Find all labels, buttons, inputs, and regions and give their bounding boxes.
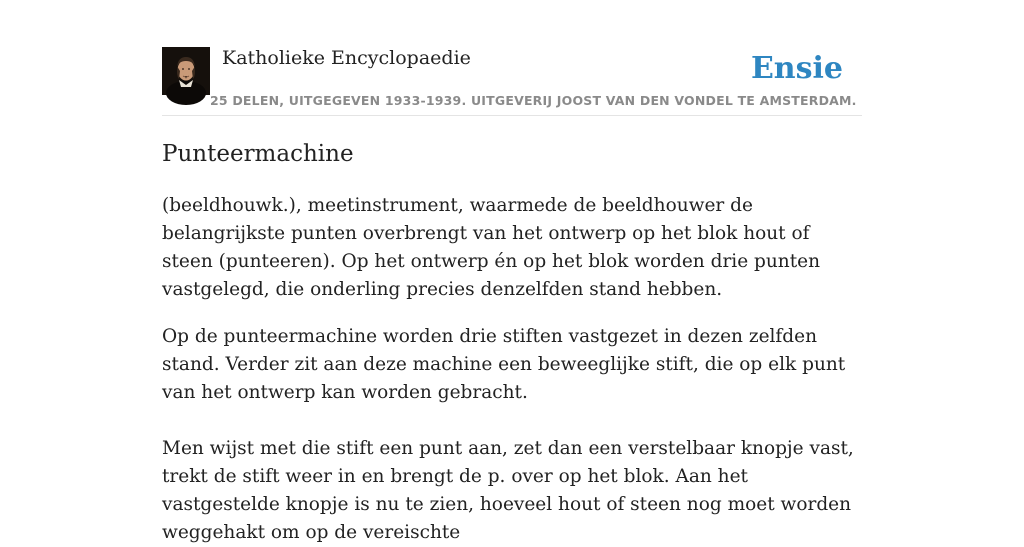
article-paragraph: Men wijst met die stift een punt aan, zet dan een verstelbaar knopje vast, trekt de stift weer in en brengt de p. over op het blok. Aan het vastgestelde knopje is nu te zien, hoeveel hout of steen nog moet worden weggehakt om op de vereischte [162, 438, 854, 543]
article-paragraph: Op de punteermachine worden drie stiften vastgezet in dezen zelfden stand. Verder zit aan deze machine een beweeglijke stift, die op elk punt van het ontwerp kan worden gebracht. [162, 326, 846, 403]
portrait-avatar-icon [162, 47, 210, 95]
article [162, 138, 866, 547]
source-header [162, 46, 862, 116]
article-paragraph: (beeldhouwk.), meetinstrument, waarmede de beeldhouwer de belangrijkste punten overbrengt van het ontwerp op het blok hout of steen (punteeren). Op het ontwerp én op het blok worden drie punten vastgelegd, die onderling precies denzelfden stand hebben. [162, 195, 821, 300]
brand-logo-link[interactable]: Ensie [750, 51, 843, 86]
source-avatar[interactable] [162, 47, 210, 95]
source-subtitle: 25 DELEN, UITGEGEVEN 1933-1939. UITGEVERIJ JOOST VAN DEN VONDEL TE AMSTERDAM. [210, 93, 857, 108]
source-title[interactable]: Katholieke Encyclopaedie [222, 47, 471, 69]
article-title: Punteermachine [162, 141, 354, 167]
